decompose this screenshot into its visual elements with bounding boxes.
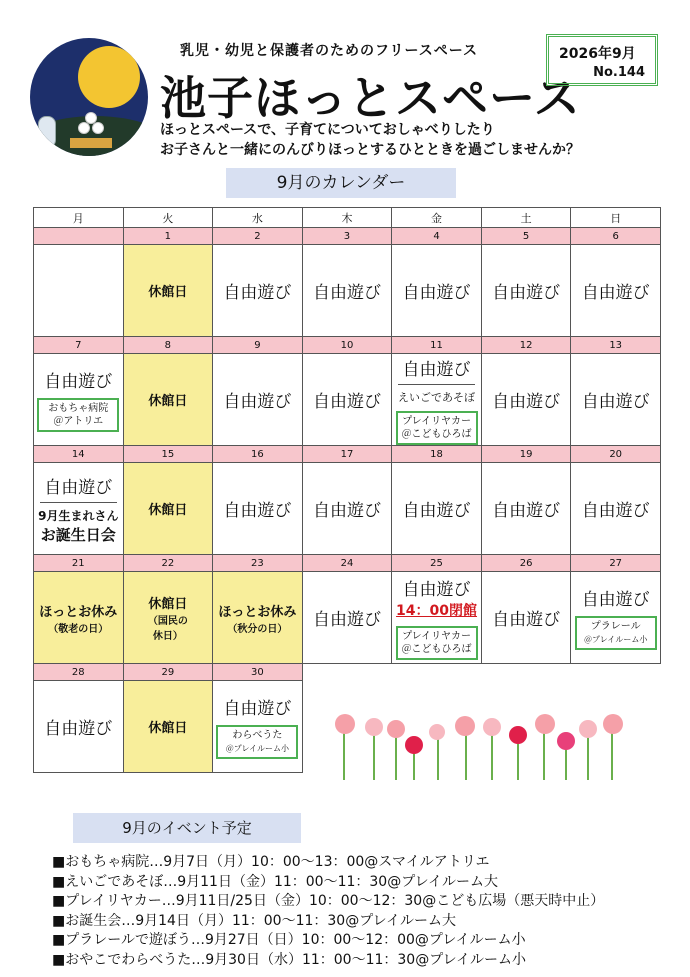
event-box-title: プラレール — [590, 621, 641, 632]
day-cell — [392, 354, 482, 446]
divider — [398, 384, 475, 385]
date-number: 1 — [123, 228, 213, 245]
list-item: ■ お誕生会…9月14日（月）11：00～11：30@プレイルーム大 — [52, 912, 604, 932]
free-play-label: 自由遊び — [402, 580, 471, 600]
day-cell: 自由遊び — [392, 245, 482, 337]
day-cell: 自由遊び — [571, 245, 661, 337]
date-row — [34, 337, 661, 354]
date-number: 19 — [481, 446, 571, 463]
weekday-sat: 土 — [481, 208, 571, 228]
issue-box — [546, 34, 658, 86]
free-play-label: 自由遊び — [44, 477, 113, 498]
event-box — [37, 398, 119, 432]
day-row — [34, 463, 661, 555]
date-number: 10 — [302, 337, 392, 354]
day-cell — [34, 463, 124, 555]
date-number: 5 — [481, 228, 571, 245]
day-cell — [392, 572, 482, 664]
date-number: 20 — [571, 446, 661, 463]
date-number: 24 — [302, 555, 392, 572]
event-list — [52, 853, 604, 970]
intro-line-1: ほっとスペースで、子育てについておしゃべりしたり — [160, 122, 495, 138]
date-number: 9 — [213, 337, 303, 354]
closed-cell: 休館日 — [123, 463, 213, 555]
issue-date: 2026年9月 — [559, 46, 636, 62]
empty-cell — [481, 664, 571, 681]
empty-cell — [302, 664, 392, 681]
date-number: 17 — [302, 446, 392, 463]
date-number: 29 — [123, 664, 213, 681]
early-close-label: 14：00閉館 — [396, 603, 478, 619]
holiday-name: （敬老の日） — [48, 623, 109, 635]
empty-cell — [571, 664, 661, 681]
event-label: えいごであそぼ — [398, 390, 476, 404]
day-row — [34, 354, 661, 446]
day-row — [34, 245, 661, 337]
day-cell: 自由遊び — [571, 463, 661, 555]
day-cell: 自由遊び — [571, 354, 661, 446]
date-row — [34, 446, 661, 463]
day-cell: 自由遊び — [302, 572, 392, 664]
closed-label: 休館日 — [148, 597, 188, 612]
weekday-sun: 日 — [571, 208, 661, 228]
page-title: 池子ほっとスペース — [160, 71, 581, 125]
weekday-thu: 木 — [302, 208, 392, 228]
event-box-place: ＠アトリエ — [53, 416, 104, 427]
day-cell — [571, 572, 661, 664]
list-item: ■ えいごであそぼ…9月11日（金）11：00～11：30@プレイルーム大 — [52, 873, 604, 893]
closed-cell: 休館日 — [123, 681, 213, 773]
holiday-label: ほっとお休み — [218, 604, 297, 620]
event-box-title: わらべうた — [232, 730, 283, 741]
closed-cell: 休館日 — [123, 245, 213, 337]
day-cell: 自由遊び — [302, 245, 392, 337]
event-box — [396, 626, 478, 660]
weekday-tue: 火 — [123, 208, 213, 228]
date-number: 15 — [123, 446, 213, 463]
events-heading: 9月のイベント予定 — [73, 813, 301, 843]
free-play-label: 自由遊び — [402, 359, 471, 380]
date-number — [34, 228, 124, 245]
date-number: 14 — [34, 446, 124, 463]
empty-cell — [392, 664, 482, 681]
event-box-title: おもちゃ病院 — [48, 403, 109, 414]
weekday-wed: 水 — [213, 208, 303, 228]
date-number: 22 — [123, 555, 213, 572]
holiday-name: （国民の — [147, 616, 188, 627]
date-number: 16 — [213, 446, 303, 463]
date-number: 18 — [392, 446, 482, 463]
event-box — [396, 411, 478, 445]
list-item: ■ プラレールで遊ぼう…9月27日（日）10：00～12：00@プレイルーム小 — [52, 931, 604, 951]
date-number: 6 — [571, 228, 661, 245]
date-number: 21 — [34, 555, 124, 572]
day-cell — [34, 245, 124, 337]
calendar-table — [33, 207, 661, 773]
date-number: 7 — [34, 337, 124, 354]
date-row — [34, 228, 661, 245]
event-box-title: プレイリヤカー — [402, 415, 471, 427]
event-box-place: ＠プレイルーム小 — [225, 744, 290, 753]
date-number: 12 — [481, 337, 571, 354]
event-box-place: ＠こどもひろば — [401, 644, 472, 655]
day-cell: 自由遊び — [481, 572, 571, 664]
calendar-heading: 9月のカレンダー — [226, 168, 456, 198]
issue-number: No.144 — [593, 65, 645, 80]
day-cell: 自由遊び — [392, 463, 482, 555]
date-number: 30 — [213, 664, 303, 681]
weekday-mon: 月 — [34, 208, 124, 228]
date-number: 8 — [123, 337, 213, 354]
intro-text — [160, 120, 580, 160]
free-play-label: 自由遊び — [44, 372, 113, 392]
weekday-fri: 金 — [392, 208, 482, 228]
event-box-title: プレイリヤカー — [402, 631, 471, 642]
moon-logo-icon — [30, 38, 148, 156]
day-cell: 自由遊び — [34, 681, 124, 773]
day-cell: 自由遊び — [302, 354, 392, 446]
holiday-label: ほっとお休み — [39, 604, 118, 620]
day-cell: 自由遊び — [213, 245, 303, 337]
list-item: ■ おやこでわらべうた…9月30日（水）11：00～11：30@プレイルーム小 — [52, 951, 604, 971]
day-cell: 自由遊び — [213, 354, 303, 446]
day-cell: 自由遊び — [481, 245, 571, 337]
holiday-name: （秋分の日） — [227, 623, 288, 635]
birthday-label: 9月生まれさん — [38, 508, 119, 523]
day-row — [34, 572, 661, 664]
birthday-party-label: お誕生日会 — [40, 525, 116, 544]
list-item: ■ プレイリヤカー…9月11日/25日（金）10：00～12：30@こども広場（悪天時中止） — [52, 892, 604, 912]
day-cell: 自由遊び — [302, 463, 392, 555]
date-number: 27 — [571, 555, 661, 572]
cosmos-flowers-icon — [325, 710, 625, 780]
holiday-cell — [213, 572, 303, 664]
date-number: 13 — [571, 337, 661, 354]
holiday-name: 休日） — [152, 631, 183, 642]
free-play-label: 自由遊び — [223, 699, 292, 719]
closed-cell — [123, 572, 213, 664]
event-box — [216, 725, 298, 759]
date-number: 11 — [392, 337, 482, 354]
date-number: 4 — [392, 228, 482, 245]
date-number: 2 — [213, 228, 303, 245]
day-cell: 自由遊び — [213, 463, 303, 555]
list-item: ■ おもちゃ病院…9月7日（月）10：00～13：00@スマイルアトリエ — [52, 853, 604, 873]
day-cell — [34, 354, 124, 446]
divider — [40, 502, 117, 503]
date-number: 23 — [213, 555, 303, 572]
closed-cell: 休館日 — [123, 354, 213, 446]
day-cell: 自由遊び — [481, 354, 571, 446]
weekday-row — [34, 208, 661, 228]
day-cell: 自由遊び — [481, 463, 571, 555]
intro-line-2: お子さんと一緒にのんびりほっとするひとときを過ごしませんか？ — [160, 142, 580, 158]
event-box — [575, 616, 657, 650]
day-cell — [213, 681, 303, 773]
event-box-place: ＠プレイルーム小 — [584, 635, 648, 644]
date-number: 26 — [481, 555, 571, 572]
free-play-label: 自由遊び — [581, 590, 650, 610]
subtitle: 乳児・幼児と保護者のためのフリースペース — [180, 43, 479, 59]
date-number: 28 — [34, 664, 124, 681]
date-number: 25 — [392, 555, 482, 572]
event-box-place: ＠こどもひろば — [401, 428, 472, 440]
date-row — [34, 664, 661, 681]
date-row — [34, 555, 661, 572]
date-number: 3 — [302, 228, 392, 245]
holiday-cell — [34, 572, 124, 664]
